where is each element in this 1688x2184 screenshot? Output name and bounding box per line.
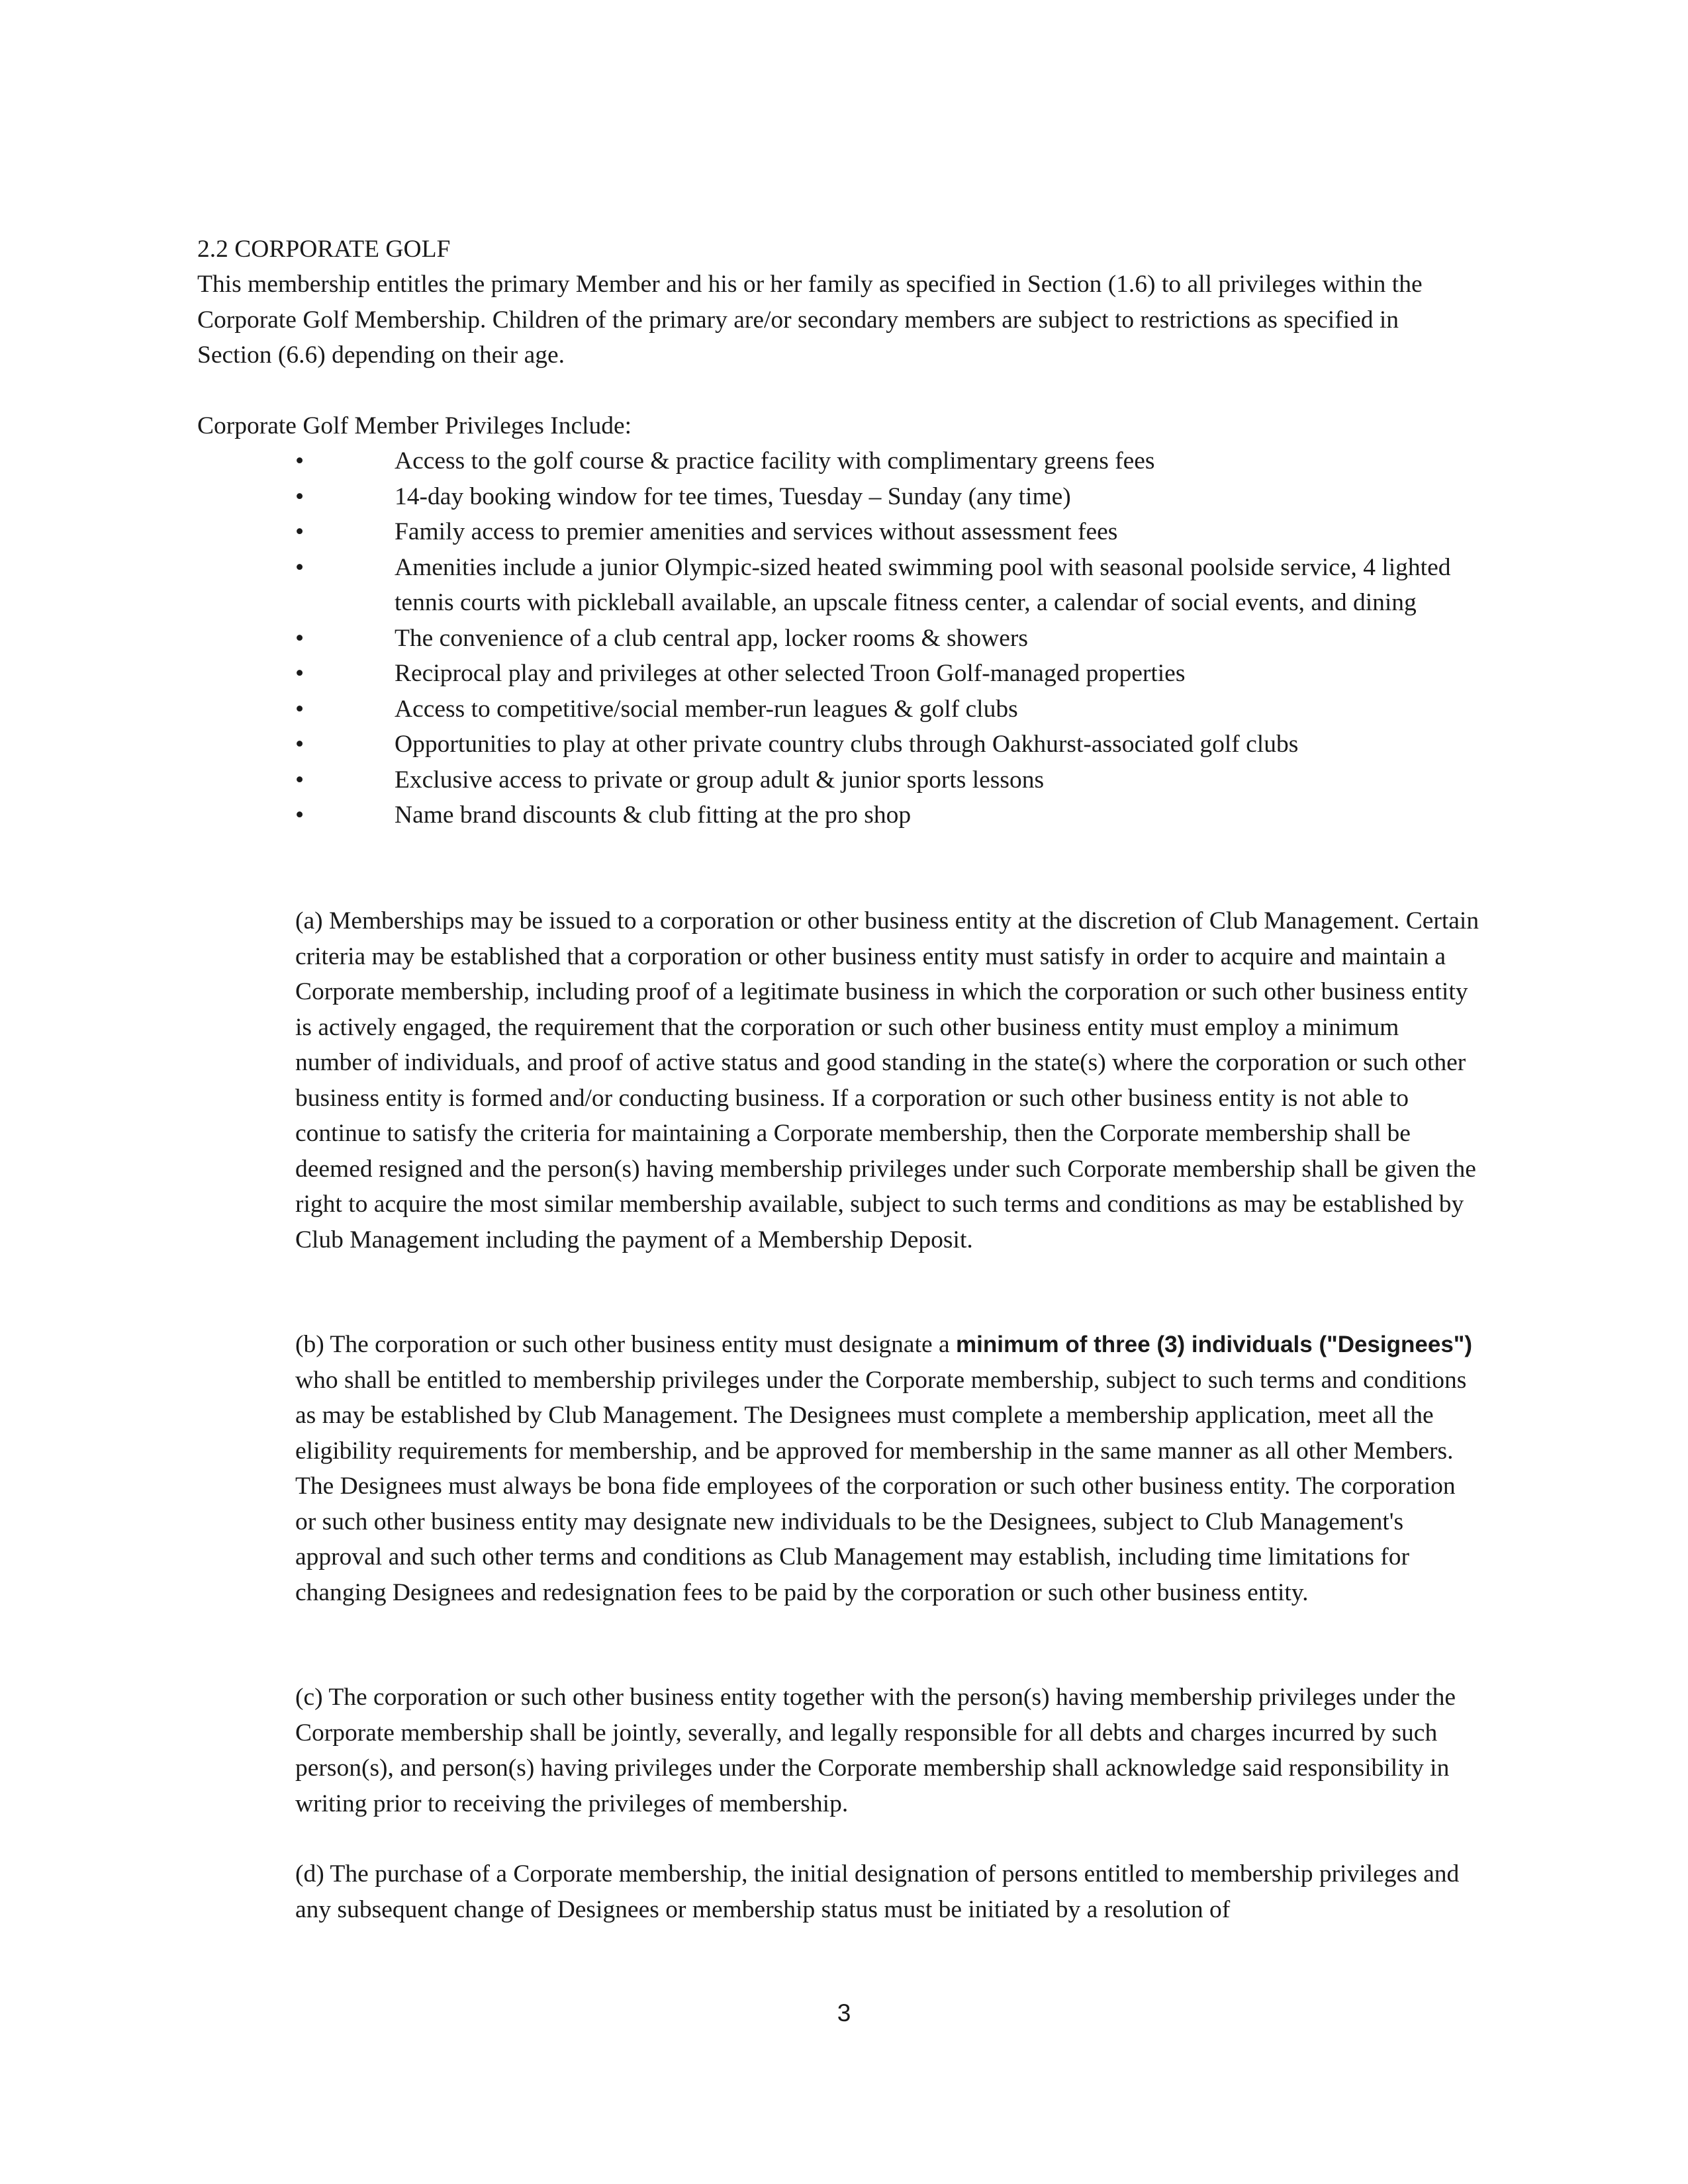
list-item bbox=[0, 443, 1487, 479]
list-item bbox=[0, 514, 1487, 550]
bullet-glyph: • bbox=[295, 518, 305, 545]
paragraph-d: (d) The purchase of a Corporate membership, the initial designation of persons entitled to membership privileges and any subsequent change of Designees or membership status must be initiated by a resolution of bbox=[295, 1860, 1460, 1923]
paragraph-b bbox=[295, 1327, 1480, 1610]
bullet-glyph: • bbox=[295, 695, 305, 723]
bullet-glyph: • bbox=[295, 731, 305, 758]
bullet-glyph: • bbox=[295, 624, 305, 652]
list-item bbox=[0, 797, 1487, 833]
list-item bbox=[0, 479, 1487, 515]
bullet-glyph: • bbox=[295, 801, 305, 829]
list-item-text: The convenience of a club central app, locker rooms & showers bbox=[395, 624, 1028, 652]
list-item-text: 14-day booking window for tee times, Tuesday – Sunday (any time) bbox=[395, 482, 1071, 510]
list-item-text: Amenities include a junior Olympic-sized heated swimming pool with seasonal poolside service, 4 lighted tennis courts with pickleball available, an upscale fitness center, a calendar of social events, and dining bbox=[395, 553, 1451, 616]
list-item-text: Opportunities to play at other private country clubs through Oakhurst-associated golf clubs bbox=[395, 731, 1299, 758]
list-item-text: Exclusive access to private or group adult & junior sports lessons bbox=[395, 766, 1045, 794]
list-item-text: Access to the golf course & practice facility with complimentary greens fees bbox=[395, 447, 1155, 475]
paragraph-b-suffix: who shall be entitled to membership privileges under the Corporate membership, subject to such terms and conditions as may be established by Club Management. The Designees must complete a membership application, meet all the eligibility requirements for membership, and be approved for membership in the same manner as all other Members. The Designees must always be bona fide employees of the corporation or such other business entity. The corporation or such other business entity may designate new individuals to be the Designees, subject to Club Management's approval and such other terms and conditions as Club Management may establish, including time limitations for changing Designees and redesignation fees to be paid by the corporation or such other business entity. bbox=[295, 1366, 1467, 1606]
designees-emphasis: minimum of three (3) individuals ("Designees") bbox=[956, 1332, 1473, 1357]
section-title: 2.2 CORPORATE GOLF bbox=[197, 236, 451, 263]
bullet-glyph: • bbox=[295, 482, 305, 510]
page-number: 3 bbox=[837, 1999, 851, 2026]
paragraph-b-prefix: (b) The corporation or such other business entity must designate a bbox=[295, 1331, 957, 1358]
bullet-glyph: • bbox=[295, 553, 305, 581]
bullet-glyph: • bbox=[295, 660, 305, 687]
list-item-text: Name brand discounts & club fitting at the pro shop bbox=[395, 801, 912, 829]
list-item-text: Family access to premier amenities and services without assessment fees bbox=[395, 518, 1118, 545]
list-item bbox=[0, 692, 1487, 727]
privileges-heading: Corporate Golf Member Privileges Include: bbox=[197, 412, 632, 439]
list-item-text: Reciprocal play and privileges at other selected Troon Golf-managed properties bbox=[395, 660, 1186, 687]
list-item bbox=[0, 621, 1487, 657]
paragraph-c: (c) The corporation or such other business entity together with the person(s) having membership privileges under the Corporate membership shall be jointly, severally, and legally responsible for all debts and charges incurred by such person(s), and person(s) having privileges under the Corporate membership shall acknowledge said responsibility in writing prior to receiving the privileges of membership. bbox=[295, 1684, 1456, 1817]
bullet-glyph: • bbox=[295, 447, 305, 475]
privileges-list bbox=[0, 443, 1688, 833]
list-item-text: Access to competitive/social member-run leagues & golf clubs bbox=[395, 695, 1018, 723]
section-intro: This membership entitles the primary Member and his or her family as specified in Section (1.6) to all privileges within the Corporate Golf Membership. Children of the primary are/or secondary members are subject to restrictions as specified in Section (6.6) depending on their age. bbox=[197, 271, 1423, 369]
bullet-glyph: • bbox=[295, 766, 305, 794]
list-item bbox=[0, 656, 1487, 692]
paragraph-a: (a) Memberships may be issued to a corporation or other business entity at the discretion of Club Management. Certain criteria may be established that a corporation or other business entity must satisfy in order to acquire and maintain a Corporate membership, including proof of a legitimate business in which the corporation or such other business entity is actively engaged, the requirement that the corporation or such other business entity must employ a minimum number of individuals, and proof of active status and good standing in the state(s) where the corporation or such other business entity is formed and/or conducting business. If a corporation or such other business entity is not able to continue to satisfy the criteria for maintaining a Corporate membership, then the Corporate membership shall be deemed resigned and the person(s) having membership privileges under such Corporate membership shall be given the right to acquire the most similar membership available, subject to such terms and conditions as may be established by Club Management including the payment of a Membership Deposit. bbox=[295, 907, 1479, 1253]
list-item bbox=[0, 550, 1487, 621]
list-item bbox=[0, 762, 1487, 798]
list-item bbox=[0, 727, 1487, 762]
